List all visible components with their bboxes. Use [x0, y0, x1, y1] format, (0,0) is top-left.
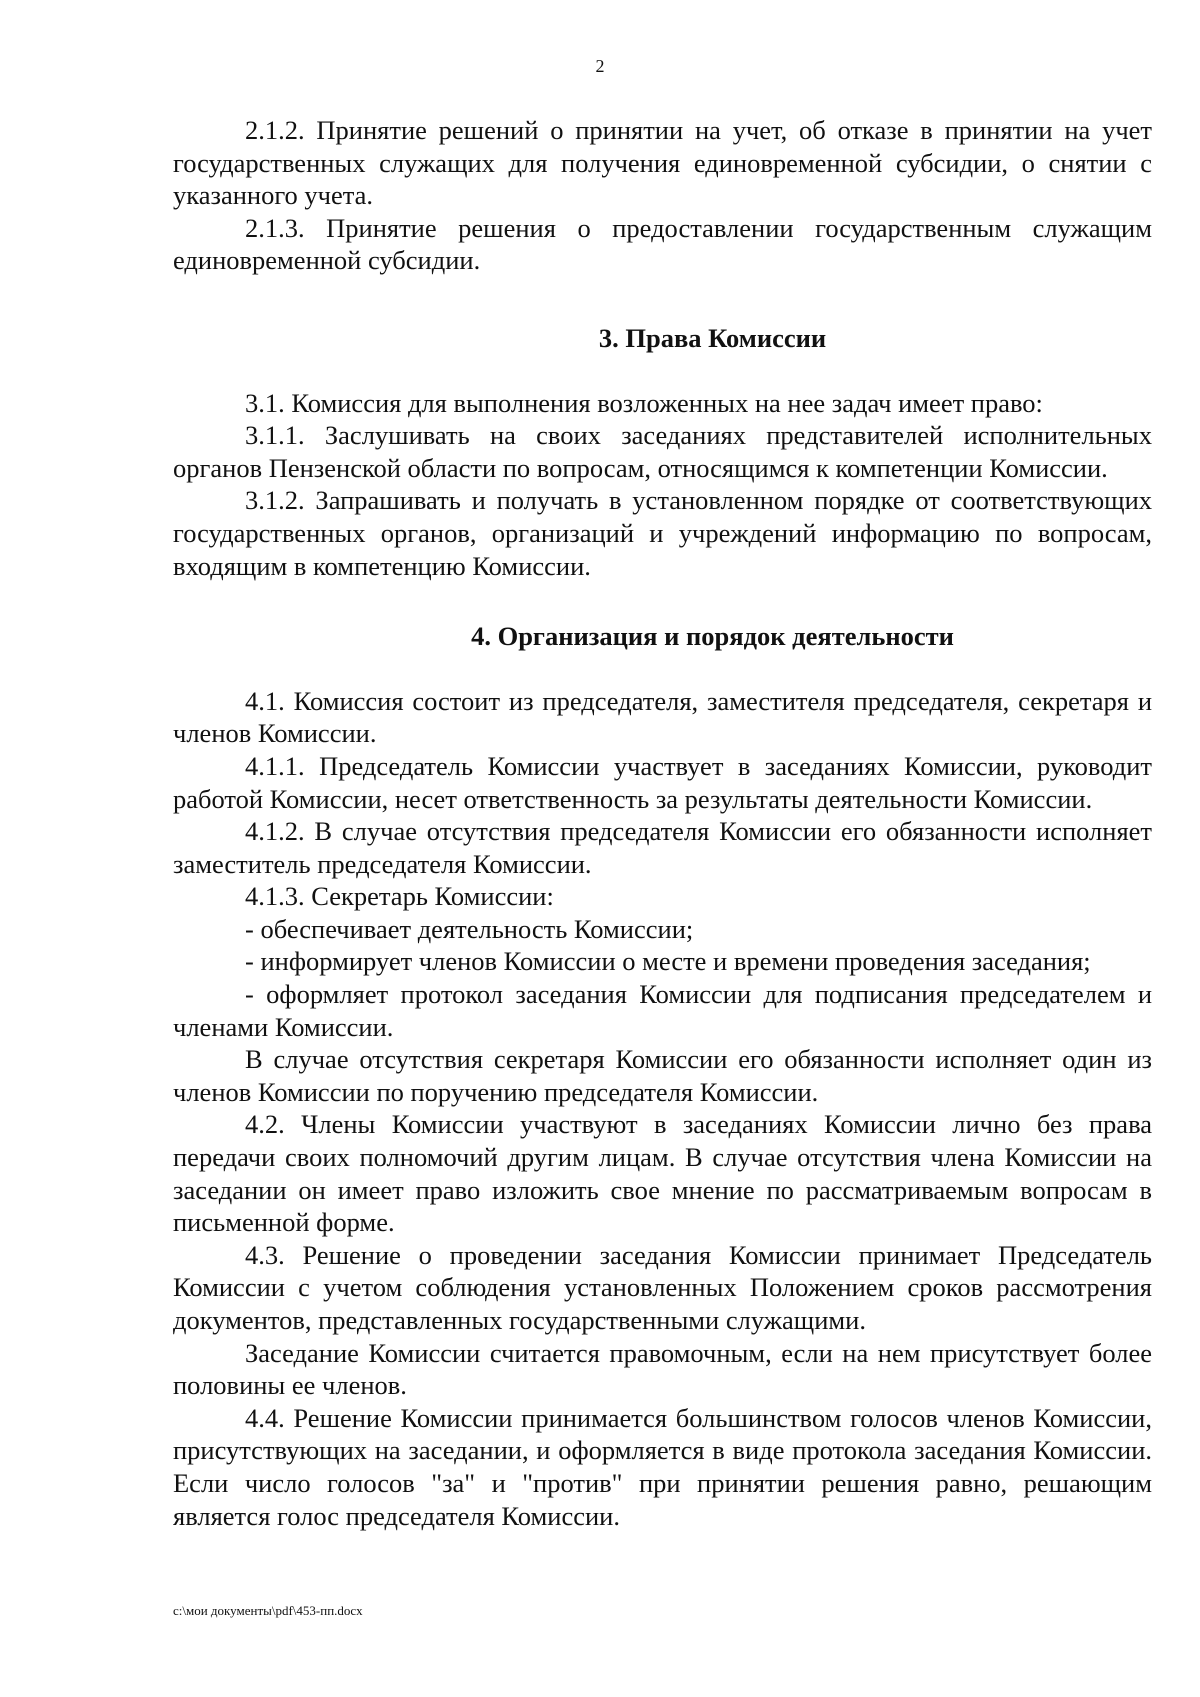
paragraph-3-1: 3.1. Комиссия для выполнения возложенных на нее задач имеет право:	[245, 387, 1043, 418]
paragraph-4-1: 4.1. Комиссия состоит из председателя, заместителя председателя, секретаря и членов Комиссии.	[173, 685, 1152, 749]
paragraph-4-1-1: 4.1.1. Председатель Комиссии участвует в заседаниях Комиссии, руководит работой Комиссии, несет ответственность за результаты деятельности Комиссии.	[173, 750, 1152, 814]
paragraph-4-1-3: 4.1.3. Секретарь Комиссии:	[245, 881, 554, 912]
paragraph-4-3: 4.3. Решение о проведении заседания Комиссии принимает Председатель Комиссии с учетом соблюдения установленных Положением сроков рассмотрения документов, представленных государственными служащими.	[173, 1239, 1152, 1335]
paragraph-4-2: 4.2. Члены Комиссии участвуют в заседаниях Комиссии лично без права передачи своих полномочий другим лицам. В случае отсутствия члена Комиссии на заседании он имеет право изложить свое мнение по рассматриваемым вопросам в письменной форме.	[173, 1109, 1152, 1238]
paragraph-secretary-absence: В случае отсутствия секретаря Комиссии его обязанности исполняет один из членов Комиссии по поручению председателя Комиссии.	[173, 1044, 1152, 1107]
paragraph-2-1-2: 2.1.2. Принятие решений о принятии на учет, об отказе в принятии на учет государственных служащих для получения единовременной субсидии, о снятии с указанного учета.	[173, 115, 1152, 211]
paragraph-4-4: 4.4. Решение Комиссии принимается большинством голосов членов Комиссии, присутствующих на заседании, и оформляется в виде протокола заседания Комиссии. Если число голосов "за" и "против" при принятии решения равно, решающим является голос председателя Комиссии.	[173, 1402, 1152, 1531]
page-number: 2	[595, 56, 605, 76]
paragraph-4-1-2: 4.1.2. В случае отсутствия председателя Комиссии его обязанности исполняет заместитель председателя Комиссии.	[173, 816, 1152, 879]
section-3-heading: 3. Права Комиссии	[598, 322, 827, 353]
footer-file-path: c:\мои документы\pdf\453-пп.docx	[173, 1603, 363, 1618]
section-4-heading: 4. Организация и порядок деятельности	[471, 621, 954, 652]
list-item-secretary-duty-1: - обеспечивает деятельность Комиссии;	[245, 913, 694, 944]
document-body	[173, 114, 1152, 1532]
paragraph-3-1-2: 3.1.2. Запрашивать и получать в установленном порядке от соответствующих государственных органов, организаций и учреждений информацию по вопросам, входящим в компетенцию Комиссии.	[173, 485, 1152, 581]
paragraph-quorum: Заседание Комиссии считается правомочным, если на нем присутствует более половины ее членов.	[173, 1337, 1152, 1401]
list-item-secretary-duty-2: - информирует членов Комиссии о месте и времени проведения заседания;	[245, 946, 1091, 977]
paragraph-3-1-1: 3.1.1. Заслушивать на своих заседаниях представителей исполнительных органов Пензенской области по вопросам, относящимся к компетенции Комиссии.	[173, 420, 1152, 483]
paragraph-2-1-3: 2.1.3. Принятие решения о предоставлении государственным служащим единовременной субсидии.	[173, 212, 1152, 276]
list-item-secretary-duty-3: - оформляет протокол заседания Комиссии для подписания председателем и членами Комиссии.	[173, 979, 1152, 1042]
